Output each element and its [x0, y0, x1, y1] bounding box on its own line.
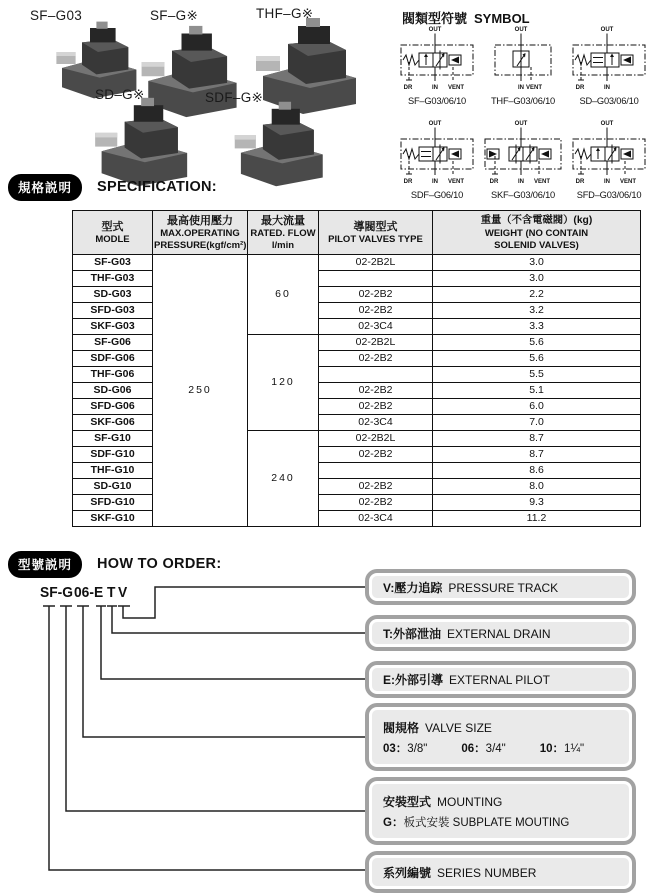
weight-cell: 8.0: [433, 479, 641, 495]
symbol-sfd: [566, 118, 651, 212]
symbol-title-en: SYMBOL: [474, 11, 530, 26]
pilot-cell: [319, 463, 433, 479]
weight-cell: 5.6: [433, 335, 641, 351]
model-cell: SKF-G03: [73, 319, 153, 335]
symbol-caption: THF–G03/06/10: [490, 96, 556, 106]
product-label-sdf-g: SDF–G※: [205, 90, 264, 105]
model-cell: THF-G06: [73, 367, 153, 383]
order-code-track: V: [118, 584, 128, 601]
weight-cell: 3.2: [433, 303, 641, 319]
pilot-cell: 02-3C4: [319, 415, 433, 431]
pilot-cell: 02-3C4: [319, 511, 433, 527]
svg-text:DR: DR: [575, 179, 585, 185]
pilot-cell: 02-2B2L: [319, 335, 433, 351]
symbol-drawing-sdf: [395, 118, 479, 188]
symbol-thf: [480, 24, 566, 118]
model-cell: SD-G06: [73, 383, 153, 399]
weight-cell: 2.2: [433, 287, 641, 303]
svg-text:OUT: OUT: [600, 121, 614, 127]
svg-text:VENT: VENT: [533, 179, 551, 185]
model-cell: THF-G10: [73, 463, 153, 479]
symbol-drawing-sd: [567, 24, 651, 94]
svg-text:DR: DR: [403, 179, 413, 185]
callout-prefix: T:: [383, 626, 393, 641]
spec-heading: SPECIFICATION:: [97, 179, 217, 195]
spec-table-body: [73, 255, 641, 527]
callout-valve-size: 閥規格 VALVE SIZE 03：3/8" 06：3/4" 10：1¼": [365, 703, 636, 771]
weight-cell: 5.1: [433, 383, 641, 399]
product-label-sf-g: SF–G※: [150, 8, 199, 23]
model-cell: SD-G10: [73, 479, 153, 495]
weight-cell: 3.3: [433, 319, 641, 335]
product-label-thf-g: THF–G※: [256, 6, 314, 21]
option-06: 06：3/4": [461, 742, 506, 755]
pilot-cell: 02-2B2L: [319, 255, 433, 271]
pilot-cell: [319, 367, 433, 383]
valve-photo-sd-g: [78, 96, 208, 188]
order-heading: HOW TO ORDER:: [97, 556, 222, 572]
spec-table: [72, 210, 641, 527]
model-cell: SD-G03: [73, 287, 153, 303]
symbol-caption: SDF–G06/10: [410, 190, 464, 200]
svg-text:OUT: OUT: [600, 27, 614, 33]
product-label-sd-g: SD–G※: [95, 87, 145, 102]
model-cell: SDF-G06: [73, 351, 153, 367]
callout-prefix: E:: [383, 673, 395, 687]
model-cell: SFD-G03: [73, 303, 153, 319]
callout-external-pilot: E:外部引導 EXTERNAL PILOT: [365, 661, 636, 698]
pilot-cell: 02-2B2: [319, 479, 433, 495]
symbol-grid: [394, 24, 651, 212]
svg-text:IN: IN: [518, 179, 524, 185]
order-badge: 型號説明: [8, 551, 82, 578]
svg-text:OUT: OUT: [514, 27, 528, 33]
flow-cell: 240: [248, 431, 319, 527]
option-03: 03：3/8": [383, 742, 428, 755]
model-cell: SDF-G10: [73, 447, 153, 463]
col-header-pilot: 導閥型式 PILOT VALVES TYPE: [319, 211, 433, 255]
svg-text:OUT: OUT: [514, 121, 528, 127]
model-cell: THF-G03: [73, 271, 153, 287]
svg-text:IN: IN: [432, 85, 438, 91]
svg-text:OUT: OUT: [428, 121, 442, 127]
order-code-size: 06-E: [74, 584, 104, 601]
svg-text:DR: DR: [575, 85, 585, 91]
callout-series-number: 系列編號 SERIES NUMBER: [365, 851, 636, 893]
pilot-cell: 02-2B2: [319, 383, 433, 399]
weight-cell: 9.3: [433, 495, 641, 511]
symbol-title-zh: 閥類型符號: [402, 11, 468, 26]
svg-text:VENT: VENT: [525, 85, 543, 91]
callout-external-drain: T:外部泄油 EXTERNAL DRAIN: [365, 615, 636, 651]
pilot-cell: 02-2B2: [319, 447, 433, 463]
col-header-model: 型式 MODLE: [73, 211, 153, 255]
model-cell: SKF-G06: [73, 415, 153, 431]
pilot-cell: 02-2B2L: [319, 431, 433, 447]
weight-cell: 11.2: [433, 511, 641, 527]
weight-cell: 8.7: [433, 431, 641, 447]
col-header-weight: 重量（不含電磁閥）(kg) WEIGHT (NO CONTAIN SOLENID VALVES): [433, 211, 641, 255]
order-code-drain: T: [107, 584, 116, 601]
table-row: [73, 255, 641, 271]
weight-cell: 7.0: [433, 415, 641, 431]
valve-photo-sdf-g: [208, 100, 353, 188]
flow-cell: 120: [248, 335, 319, 431]
model-cell: SFD-G06: [73, 399, 153, 415]
symbol-skf: [480, 118, 566, 212]
weight-cell: 6.0: [433, 399, 641, 415]
col-header-pressure: 最高使用壓力 MAX.OPERATING PRESSURE(kgf/cm²): [153, 211, 248, 255]
weight-cell: 5.5: [433, 367, 641, 383]
symbol-caption: SF–G03/06/10: [407, 96, 467, 106]
pilot-cell: [319, 271, 433, 287]
valve-size-options: [383, 740, 628, 756]
svg-text:DR: DR: [489, 179, 499, 185]
symbol-sd: [566, 24, 651, 118]
symbol-drawing-sfd: [567, 118, 651, 188]
svg-text:IN: IN: [604, 85, 610, 91]
symbol-sf: [394, 24, 480, 118]
weight-cell: 5.6: [433, 351, 641, 367]
pilot-cell: 02-2B2: [319, 287, 433, 303]
pilot-cell: 02-2B2: [319, 495, 433, 511]
svg-text:VENT: VENT: [447, 179, 465, 185]
weight-cell: 3.0: [433, 255, 641, 271]
pilot-cell: 02-3C4: [319, 319, 433, 335]
model-cell: SKF-G10: [73, 511, 153, 527]
svg-text:VENT: VENT: [447, 85, 465, 91]
model-cell: SF-G10: [73, 431, 153, 447]
svg-text:VENT: VENT: [619, 179, 637, 185]
spec-badge: 規格説明: [8, 174, 82, 201]
svg-text:IN: IN: [518, 85, 524, 91]
symbol-caption: SKF–G03/06/10: [490, 190, 556, 200]
weight-cell: 8.7: [433, 447, 641, 463]
option-g: G：板式安裝 SUBPLATE MOUTING: [383, 816, 570, 829]
col-header-flow: 最大流量 RATED. FLOW l/min: [248, 211, 319, 255]
svg-text:OUT: OUT: [428, 27, 442, 33]
symbol-caption: SD–G03/06/10: [579, 96, 639, 106]
callout-mounting: 安裝型式 MOUNTING G：板式安裝 SUBPLATE MOUTING: [365, 777, 636, 845]
weight-cell: 8.6: [433, 463, 641, 479]
pilot-cell: 02-2B2: [319, 399, 433, 415]
order-code-series: SF-G: [40, 584, 73, 601]
model-cell: SF-G06: [73, 335, 153, 351]
weight-cell: 3.0: [433, 271, 641, 287]
spec-table-header: [73, 211, 641, 255]
symbol-sdf: [394, 118, 480, 212]
svg-text:IN: IN: [604, 179, 610, 185]
pilot-cell: 02-2B2: [319, 303, 433, 319]
mounting-options: [383, 814, 628, 830]
pressure-cell: 250: [153, 255, 248, 527]
callout-pressure-track: V:壓力追踪 PRESSURE TRACK: [365, 569, 636, 605]
callout-prefix: V:: [383, 580, 395, 595]
symbol-drawing-sf: [395, 24, 479, 94]
symbol-drawing-thf: [481, 24, 565, 94]
symbol-drawing-skf: [481, 118, 565, 188]
svg-text:DR: DR: [403, 85, 413, 91]
pilot-cell: 02-2B2: [319, 351, 433, 367]
product-label-sf-g03: SF–G03: [30, 8, 83, 23]
model-cell: SFD-G10: [73, 495, 153, 511]
svg-text:IN: IN: [432, 179, 438, 185]
model-cell: SF-G03: [73, 255, 153, 271]
option-10: 10：1¼": [539, 742, 585, 755]
flow-cell: 60: [248, 255, 319, 335]
symbol-caption: SFD–G03/06/10: [576, 190, 642, 200]
